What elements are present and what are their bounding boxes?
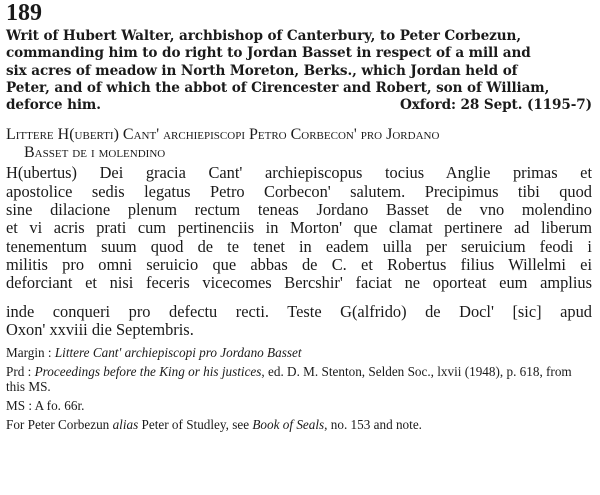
text-line: deforciant et nisi feceris vicecomes Bercshir' faciat ne oporteat eum amplius bbox=[6, 273, 592, 293]
for-note: For Peter Corbezun alias Peter of Studley, see Book of Seals, no. 153 and note. bbox=[6, 416, 422, 432]
ms-note: MS : A fo. 66r. bbox=[6, 397, 85, 413]
prd-note: Prd : Proceedings before the King or his justices, ed. D. M. Stenton, Selden Soc., lxvii (1948), p. 618, from this MS. bbox=[6, 363, 572, 395]
text-line: tenementum suum quod de te tenet in eadem uilla per seruicium feodi i bbox=[6, 236, 592, 256]
summary-final-row bbox=[6, 97, 592, 114]
text-line: H(ubertus) Dei gracia Cant' archiepiscopus tocius Anglie primas et bbox=[6, 163, 592, 183]
text-line: et vi acris prati cum pertinenciis in Morton' que clamat pertinere ad liberum bbox=[6, 218, 592, 238]
english-summary bbox=[6, 28, 592, 114]
latin-title bbox=[6, 126, 592, 162]
summary-line: deforce him. bbox=[6, 97, 101, 114]
summary-line: Peter, and of which the abbot of Cirencester and Robert, son of William, bbox=[6, 79, 550, 96]
summary-line: Writ of Hubert Walter, archbishop of Canterbury, to Peter Corbezun, bbox=[6, 28, 521, 44]
text-line: Oxon' xxviii die Septembris. bbox=[6, 319, 194, 339]
text-line: militis pro omni seruicio que abbas de C. et Robertus filius Willelmi ei bbox=[6, 254, 592, 274]
document-number: 189 bbox=[6, 0, 42, 26]
text-line: sine dilacione plenum rectum teneas Jordano Basset de vno molendino bbox=[6, 200, 592, 220]
summary-line: commanding him to do right to Jordan Basset in respect of a mill and bbox=[6, 45, 531, 62]
margin-note: Margin : Littere Cant' archiepiscopi pro Jordano Basset bbox=[6, 345, 302, 361]
document-page bbox=[6, 0, 592, 435]
title-line: Littere H(uberti) Cant' archiepiscopi Petro Corbecon' pro Jordano bbox=[6, 126, 440, 144]
summary-line: six acres of meadow in North Moreton, Berks., which Jordan held of bbox=[6, 62, 518, 79]
apparatus-notes bbox=[6, 345, 592, 432]
text-line: inde conqueri pro defectu recti. Teste G(alfrido) de Docl' [sic] apud bbox=[6, 301, 592, 321]
latin-text bbox=[6, 164, 592, 339]
text-line: apostolice sedis legatus Petro Corbecon' salutem. Precipimus tibi quod bbox=[6, 181, 592, 201]
title-line: Basset de i molendino bbox=[24, 144, 166, 162]
document-date: Oxford: 28 Sept. (1195-7) bbox=[400, 97, 592, 114]
